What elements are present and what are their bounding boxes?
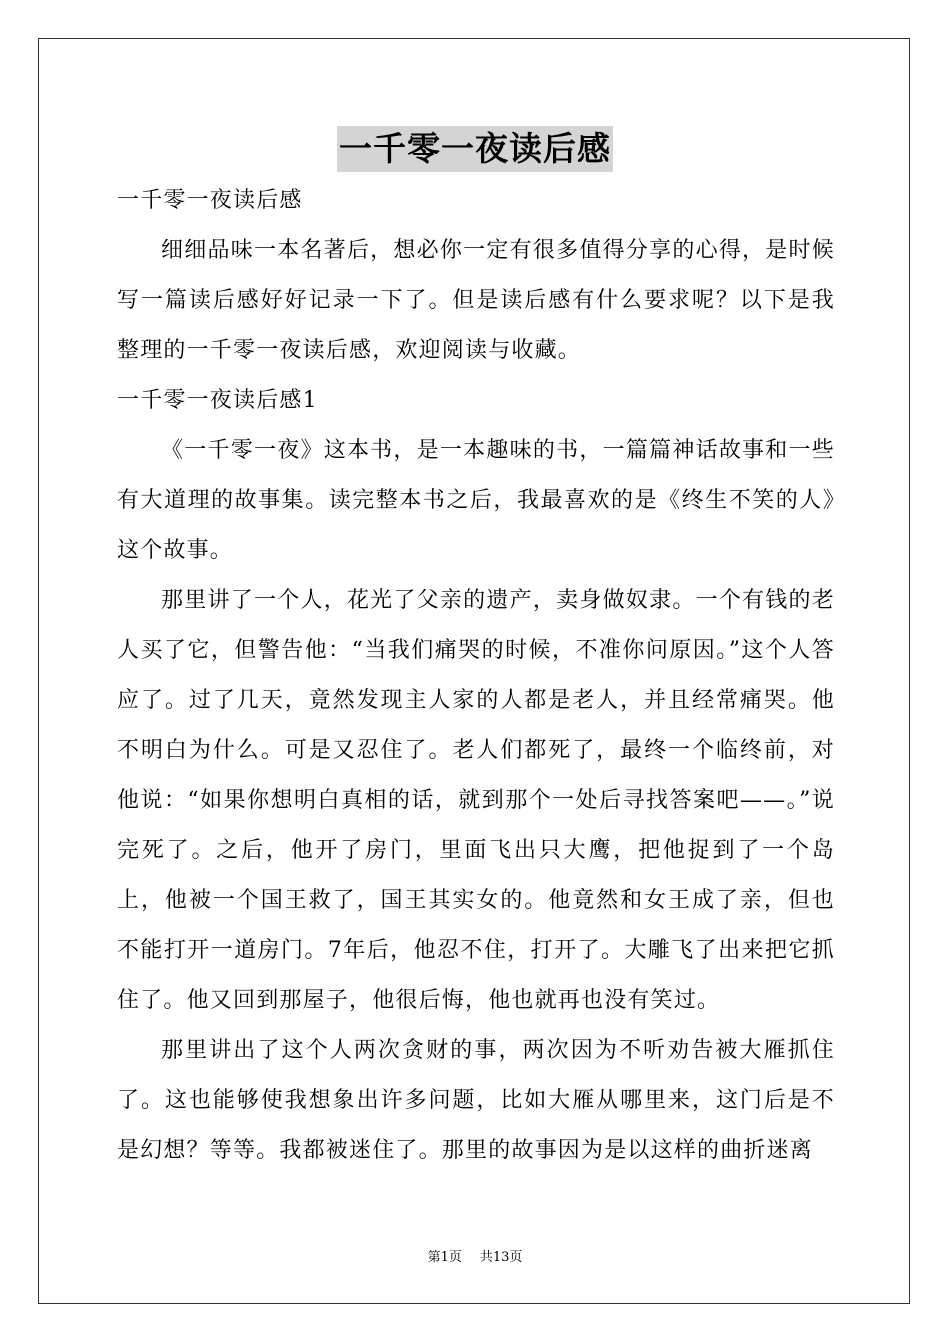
- title-container: [0, 126, 950, 172]
- document-title: 一千零一夜读后感: [337, 126, 613, 172]
- page-number: 第1页: [427, 1250, 462, 1265]
- paragraph: 那里讲了一个人，花光了父亲的遗产，卖身做奴隶。一个有钱的老人买了它，但警告他：“当我们痛哭的时候，不准你问原因。”这个人答应了。过了几天，竟然发现主人家的人都是老人，并且经常痛哭。他不明白为什么。可是又忍住了。老人们都死了，最终一个临终前，对他说：“如果你想明白真相的话，就到那个一处后寻找答案吧——。”说完死了。之后，他开了房门，里面飞出只大鹰，把他捉到了一个岛上，他被一个国王救了，国王其实女的。他竟然和女王成了亲，但也不能打开一道房门。7年后，他忍不住，打开了。大雕飞了出来把它抓住了。他又回到那屋子，他很后悔，他也就再也没有笑过。: [117, 588, 835, 1013]
- section-heading: 一千零一夜读后感1: [117, 388, 318, 413]
- paragraph-intro: 细细品味一本名著后，想必你一定有很多值得分享的心得，是时候写一篇读后感好好记录一下了。但是读后感有什么要求呢？以下是我整理的一千零一夜读后感，欢迎阅读与收藏。: [117, 238, 835, 363]
- page-footer: [0, 1246, 950, 1265]
- paragraph: 那里讲出了这个人两次贪财的事，两次因为不听劝告被大雁抓住了。这也能够使我想象出许多问题，比如大雁从哪里来，这门后是不是幻想？等等。我都被迷住了。那里的故事因为是以这样的曲折迷离: [117, 1038, 835, 1163]
- paragraph: 《一千零一夜》这本书，是一本趣味的书，一篇篇神话故事和一些有大道理的故事集。读完整本书之后，我最喜欢的是《终生不笑的人》这个故事。: [117, 438, 835, 563]
- document-subtitle: 一千零一夜读后感: [117, 188, 303, 213]
- page-total: 共13页: [479, 1250, 523, 1265]
- document-body: [117, 176, 835, 1176]
